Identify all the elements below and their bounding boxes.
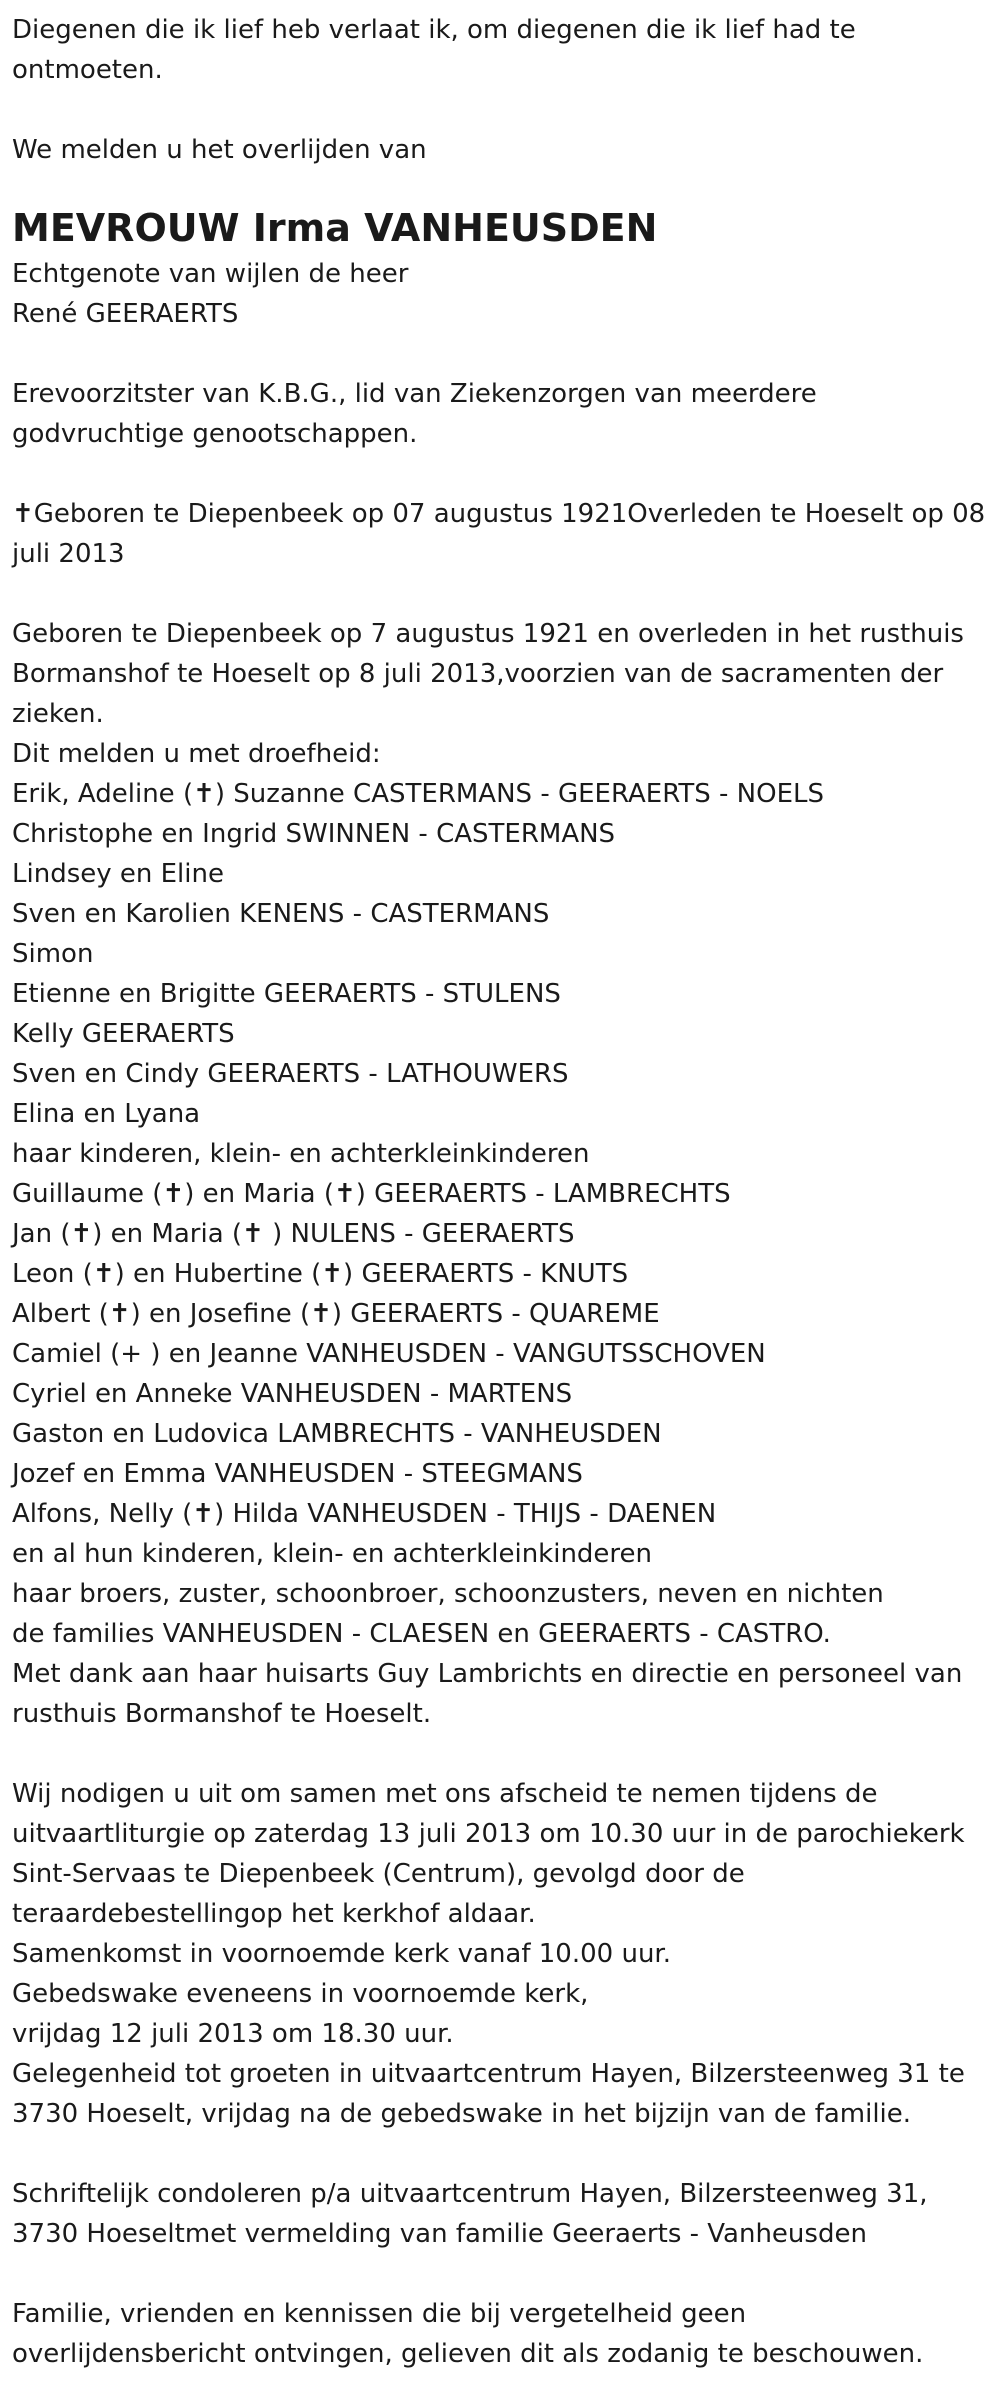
body-line: Lindsey en Eline xyxy=(12,859,224,889)
funeral-line: teraardebestellingop het kerkhof aldaar. xyxy=(12,1899,536,1929)
roles-info xyxy=(12,374,988,454)
body-line: Sven en Cindy GEERAERTS - LATHOUWERS xyxy=(12,1059,569,1089)
body-line: Elina en Lyana xyxy=(12,1099,201,1129)
funeral-line: Sint-Servaas te Diepenbeek (Centrum), gevolgd door de xyxy=(12,1859,745,1889)
closing-line: Familie, vrienden en kennissen die bij vergetelheid geen xyxy=(12,2299,747,2329)
body-line: Alfons, Nelly (✝) Hilda VANHEUSDEN - THIJS - DAENEN xyxy=(12,1499,717,1529)
condolences-section xyxy=(12,2174,988,2254)
body-line: zieken. xyxy=(12,699,104,729)
funeral-line: vrijdag 12 juli 2013 om 18.30 uur. xyxy=(12,2019,454,2049)
body-line: Albert (✝) en Josefine (✝) GEERAERTS - QUAREME xyxy=(12,1299,660,1329)
body-line: Dit melden u met droefheid: xyxy=(12,739,381,769)
dates-info xyxy=(12,494,988,574)
body-line: haar kinderen, klein- en achterkleinkinderen xyxy=(12,1139,590,1169)
body-line: Etienne en Brigitte GEERAERTS - STULENS xyxy=(12,979,561,1009)
body-line: Sven en Karolien KENENS - CASTERMANS xyxy=(12,899,550,929)
body-line: Jozef en Emma VANHEUSDEN - STEEGMANS xyxy=(12,1459,583,1489)
dates-line-1: ✝Geboren te Diepenbeek op 07 augustus 1921Overleden te Hoeselt op 08 xyxy=(12,499,986,529)
body-line: Geboren te Diepenbeek op 7 augustus 1921 en overleden in het rusthuis xyxy=(12,619,964,649)
closing-line: overlijdensbericht ontvingen, gelieven dit als zodanig te beschouwen. xyxy=(12,2339,924,2369)
body-line: Erik, Adeline (✝) Suzanne CASTERMANS - GEERAERTS - NOELS xyxy=(12,779,824,809)
body-line: Cyriel en Anneke VANHEUSDEN - MARTENS xyxy=(12,1379,573,1409)
body-line: Kelly GEERAERTS xyxy=(12,1019,235,1049)
body-line: en al hun kinderen, klein- en achterkleinkinderen xyxy=(12,1539,653,1569)
spouse-line-2: René GEERAERTS xyxy=(12,299,239,329)
body-line: Gaston en Ludovica LAMBRECHTS - VANHEUSDEN xyxy=(12,1419,662,1449)
intro-line-2: ontmoeten. xyxy=(12,55,163,85)
closing-section xyxy=(12,2294,988,2374)
funeral-line: Gebedswake eveneens in voornoemde kerk, xyxy=(12,1979,589,2009)
body-line: Met dank aan haar huisarts Guy Lambrichts en directie en personeel van xyxy=(12,1659,963,1689)
funeral-line: Wij nodigen u uit om samen met ons afscheid te nemen tijdens de xyxy=(12,1779,878,1809)
deceased-name: MEVROUW Irma VANHEUSDEN xyxy=(12,206,658,250)
body-line: Guillaume (✝) en Maria (✝) GEERAERTS - LAMBRECHTS xyxy=(12,1179,731,1209)
body-line: Jan (✝) en Maria (✝ ) NULENS - GEERAERTS xyxy=(12,1219,575,1249)
body-line: Simon xyxy=(12,939,94,969)
body-line: Camiel (+ ) en Jeanne VANHEUSDEN - VANGUTSSCHOVEN xyxy=(12,1339,766,1369)
body-line: rusthuis Bormanshof te Hoeselt. xyxy=(12,1699,432,1729)
dates-line-2: juli 2013 xyxy=(12,539,125,569)
body-line: haar broers, zuster, schoonbroer, schoonzusters, neven en nichten xyxy=(12,1579,884,1609)
roles-line-2: godvruchtige genootschappen. xyxy=(12,419,418,449)
intro-line-1: Diegenen die ik lief heb verlaat ik, om diegenen die ik lief had te xyxy=(12,15,856,45)
family-section xyxy=(12,614,988,1734)
body-line: Leon (✝) en Hubertine (✝) GEERAERTS - KNUTS xyxy=(12,1259,629,1289)
funeral-line: uitvaartliturgie op zaterdag 13 juli 2013 om 10.30 uur in de parochiekerk xyxy=(12,1819,965,1849)
funeral-section xyxy=(12,1774,988,2134)
roles-line-1: Erevoorzitster van K.B.G., lid van Ziekenzorgen van meerdere xyxy=(12,379,817,409)
condolences-line: Schriftelijk condoleren p/a uitvaartcentrum Hayen, Bilzersteenweg 31, xyxy=(12,2179,928,2209)
spouse-info xyxy=(12,254,988,334)
funeral-line: Gelegenheid tot groeten in uitvaartcentrum Hayen, Bilzersteenweg 31 te xyxy=(12,2059,965,2089)
body-line: Bormanshof te Hoeselt op 8 juli 2013,voorzien van de sacramenten der xyxy=(12,659,944,689)
body-line: Christophe en Ingrid SWINNEN - CASTERMANS xyxy=(12,819,616,849)
body-line: de families VANHEUSDEN - CLAESEN en GEERAERTS - CASTRO. xyxy=(12,1619,831,1649)
condolences-line: 3730 Hoeseltmet vermelding van familie Geeraerts - Vanheusden xyxy=(12,2219,867,2249)
spouse-line-1: Echtgenote van wijlen de heer xyxy=(12,259,409,289)
funeral-line: Samenkomst in voornoemde kerk vanaf 10.00 uur. xyxy=(12,1939,671,1969)
intro-quote xyxy=(12,10,988,90)
announcement: We melden u het overlijden van xyxy=(12,135,427,165)
funeral-line: 3730 Hoeselt, vrijdag na de gebedswake in het bijzijn van de familie. xyxy=(12,2099,912,2129)
